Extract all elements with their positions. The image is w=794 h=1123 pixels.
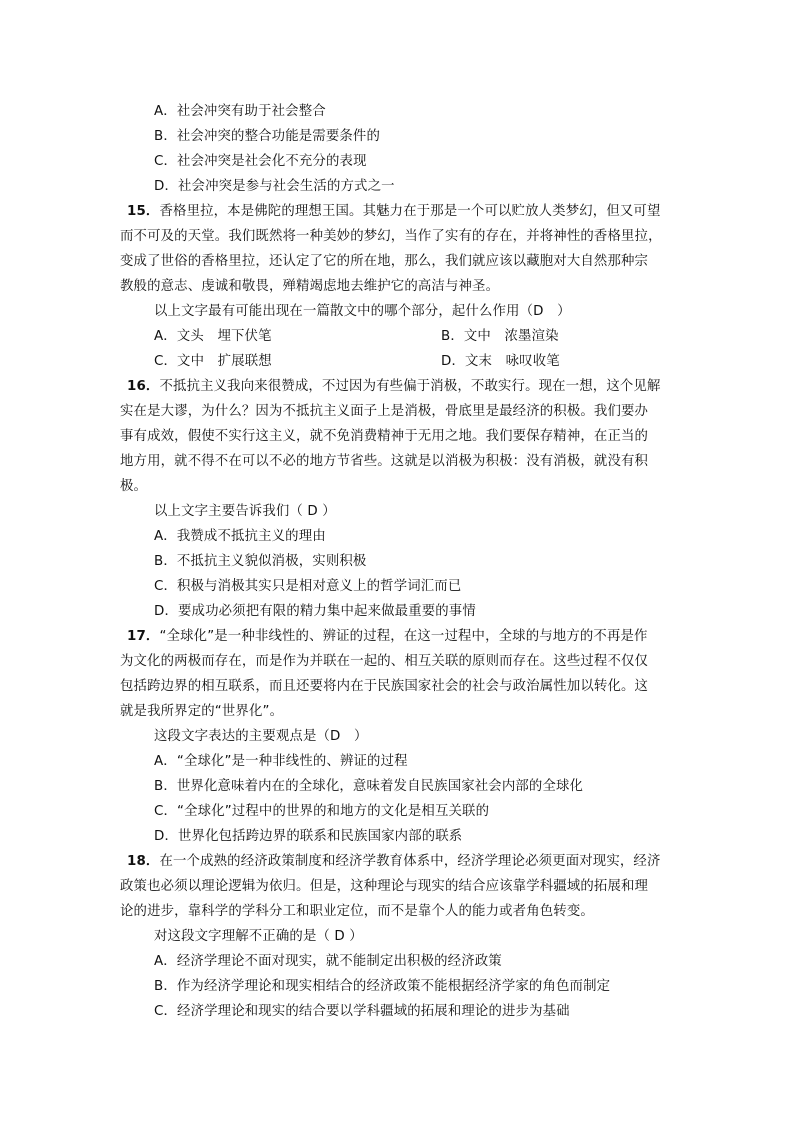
q16-option-b: B．不抵抗主义貌似消极，实则积极 (154, 554, 367, 569)
q14-option-a: A．社会冲突有助于社会整合 (154, 104, 326, 119)
q16-option-d: D．要成功必须把有限的精力集中起来做最重要的事情 (154, 604, 476, 619)
q15-option-d: D．文末 咏叹收笔 (441, 354, 560, 369)
q18-option-c: C．经济学理论和现实的结合要以学科疆域的拓展和理论的进步为基础 (154, 1004, 570, 1019)
q15-first-line (127, 202, 661, 222)
q18-text: 在一个成熟的经济政策制度和经济学教育体系中，经济学理论必须更面对现实，经济 (159, 854, 661, 869)
q16-passage-line: 实在是大谬，为什么？因为不抵抗主义面子上是消极，骨底里是最经济的积极。我们要办 (120, 404, 649, 419)
q18-question: 对这段文字理解不正确的是（ D ） (154, 929, 363, 944)
q16-number: 16． (127, 379, 160, 394)
q16-first-line (127, 377, 661, 397)
q16-text: 不抵抗主义我向来很赞成，不过因为有些偏于消极，不敢实行。现在一想，这个见解 (159, 379, 661, 394)
q16-option-a: A．我赞成不抵抗主义的理由 (154, 529, 326, 544)
q15-number: 15． (127, 204, 160, 219)
q17-first-line (127, 627, 648, 647)
q15-question: 以上文字最有可能出现在一篇散文中的哪个部分，起什么作用（D ） (154, 304, 571, 319)
q17-option-d: D．世界化包括跨边界的联系和民族国家内部的联系 (154, 829, 463, 844)
q17-passage-line: 为文化的两极而存在，而是作为并联在一起的、相互关联的原则而存在。这些过程不仅仅 (120, 654, 649, 669)
q15-option-a: A．文头 埋下伏笔 (154, 329, 272, 344)
q18-passage-line: 政策也必须以理论逻辑为依归。但是，这种理论与现实的结合应该靠学科疆域的拓展和理 (120, 879, 649, 894)
q15-option-b: B．文中 浓墨渲染 (441, 329, 559, 344)
q17-option-b: B．世界化意味着内在的全球化，意味着发自民族国家社会内部的全球化 (154, 779, 584, 794)
q15-passage-line: 而不可及的天堂。我们既然将一种美妙的梦幻，当作了实有的存在，并将神性的香格里拉， (120, 229, 662, 244)
q17-option-c: C．“全球化”过程中的世界的和地方的文化是相互关联的 (154, 804, 490, 819)
q17-passage-line: 就是我所界定的“世界化”。 (120, 704, 284, 719)
q17-option-a: A．“全球化”是一种非线性的、辨证的过程 (154, 754, 408, 769)
q16-passage-line: 事有成效，假使不实行这主义，就不免消费精神于无用之地。我们要保存精神，在正当的 (120, 429, 649, 444)
q18-first-line (127, 852, 661, 872)
q18-passage-line: 论的进步，靠科学的学科分工和职业定位，而不是靠个人的能力或者角色转变。 (120, 904, 594, 919)
q15-passage-line: 变成了世俗的香格里拉，还认定了它的所在地，那么，我们就应该以藏胞对大自然那种宗 (120, 254, 649, 269)
q14-option-b: B．社会冲突的整合功能是需要条件的 (154, 129, 380, 144)
q18-option-a: A．经济学理论不面对现实，就不能制定出积极的经济政策 (154, 954, 502, 969)
q16-question: 以上文字主要告诉我们（ D ） (154, 504, 336, 519)
q15-option-c: C．文中 扩展联想 (154, 354, 272, 369)
q17-number: 17． (127, 629, 160, 644)
q17-question: 这段文字表达的主要观点是（D ） (154, 729, 368, 744)
q17-passage-line: 包括跨边界的相互联系，而且还要将内在于民族国家社会的社会与政治属性加以转化。这 (120, 679, 649, 694)
q18-number: 18． (127, 854, 160, 869)
q16-passage-line: 地方用，就不得不在可以不必的地方节省些。这就是以消极为积极：没有消极，就没有积 (120, 454, 649, 469)
q18-option-b: B．作为经济学理论和现实相结合的经济政策不能根据经济学家的角色而制定 (154, 979, 611, 994)
q14-option-d: D．社会冲突是参与社会生活的方式之一 (154, 179, 395, 194)
q15-text: 香格里拉，本是佛陀的理想王国。其魅力在于那是一个可以贮放人类梦幻，但又可望 (159, 204, 661, 219)
q17-text: “全球化”是一种非线性的、辨证的过程，在这一过程中，全球的与地方的不再是作 (159, 629, 648, 644)
q14-option-c: C．社会冲突是社会化不充分的表现 (154, 154, 367, 169)
q16-passage-line: 极。 (120, 479, 148, 494)
q15-passage-line: 教般的意志、虔诚和敬畏，殚精竭虑地去维护它的高洁与神圣。 (120, 279, 500, 294)
q16-option-c: C．积极与消极其实只是相对意义上的哲学词汇而已 (154, 579, 462, 594)
